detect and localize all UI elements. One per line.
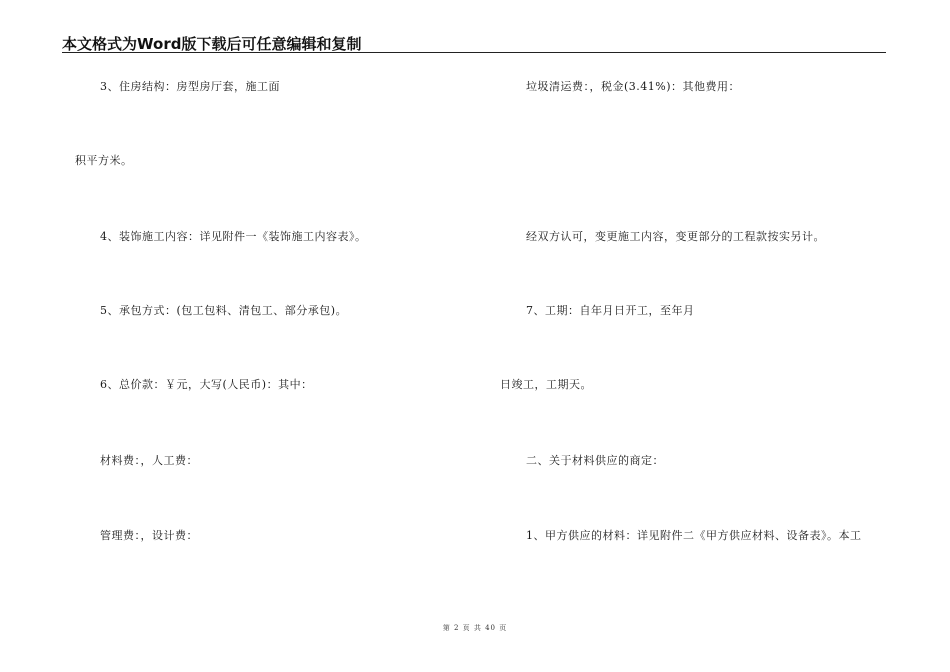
contract-method-label: 5、承包方式： — [100, 304, 177, 317]
left-line-decoration-content — [100, 230, 367, 244]
month-label: 月 — [602, 304, 614, 317]
document-header-title: 本文格式为Word版下载后可任意编辑和复制 — [62, 35, 362, 53]
design-fee-label: ，设计费： — [140, 529, 198, 542]
material-supply-heading: 二、关于材料供应的商定： — [526, 454, 664, 467]
area-label: 积 — [75, 154, 87, 167]
set-label: 套，施工面 — [222, 80, 280, 93]
right-line-waste-tax — [526, 80, 740, 94]
room-label: 房 — [199, 80, 211, 93]
left-line-housing-structure — [100, 80, 280, 94]
material-fee-label: 材料费： — [100, 454, 141, 467]
schedule-from-label: 7、工期：自 — [526, 304, 591, 317]
other-fee-label: 其他费用： — [682, 80, 741, 93]
days-label: 天。 — [569, 378, 592, 391]
right-line-completion — [500, 378, 592, 392]
square-meter-label: 平方米。 — [86, 154, 133, 167]
month-label: 月 — [683, 304, 695, 317]
left-line-total-price — [100, 378, 313, 392]
left-line-area — [75, 154, 133, 168]
left-line-contract-method — [100, 304, 347, 318]
year-label: 年 — [591, 304, 603, 317]
labor-fee-label: ，人工费： — [140, 454, 198, 467]
left-line-material-labor — [100, 454, 198, 468]
start-work-label: 日开工，至 — [614, 304, 672, 317]
completion-duration-label: 日竣工，工期 — [500, 378, 569, 391]
management-fee-label: 管理费： — [100, 529, 141, 542]
capital-amount-label: 元，大写(人民币)： — [176, 378, 279, 391]
right-line-schedule — [526, 304, 695, 318]
housing-structure-label: 3、住房结构： — [100, 80, 177, 93]
including-label: 其中： — [278, 378, 313, 391]
header-rule — [62, 52, 886, 53]
right-line-material-supply-heading — [526, 454, 664, 468]
left-line-management-design — [100, 529, 198, 543]
room-type-label: 房型 — [176, 80, 200, 93]
waste-removal-fee-label: 垃圾清运费： — [526, 80, 590, 93]
right-line-party-a-materials — [526, 529, 862, 543]
tax-label: ，税金(3.41%)： — [589, 80, 683, 93]
page-number-footer: 第 2 页 共 40 页 — [442, 624, 508, 632]
decoration-content-text: 4、装饰施工内容：详见附件一《装饰施工内容表》。 — [100, 230, 367, 243]
right-line-change-agreement — [526, 230, 825, 244]
hall-label: 厅 — [211, 80, 223, 93]
change-agreement-text: 经双方认可，变更施工内容，变更部分的工程款按实另计。 — [526, 230, 825, 243]
party-a-materials-text: 1、甲方供应的材料：详见附件二《甲方供应材料、设备表》。本工 — [526, 529, 862, 542]
total-price-label: 6、总价款：￥ — [100, 378, 177, 391]
contract-method-options: (包工包料、清包工、部分承包)。 — [176, 304, 348, 317]
year-label: 年 — [671, 304, 683, 317]
